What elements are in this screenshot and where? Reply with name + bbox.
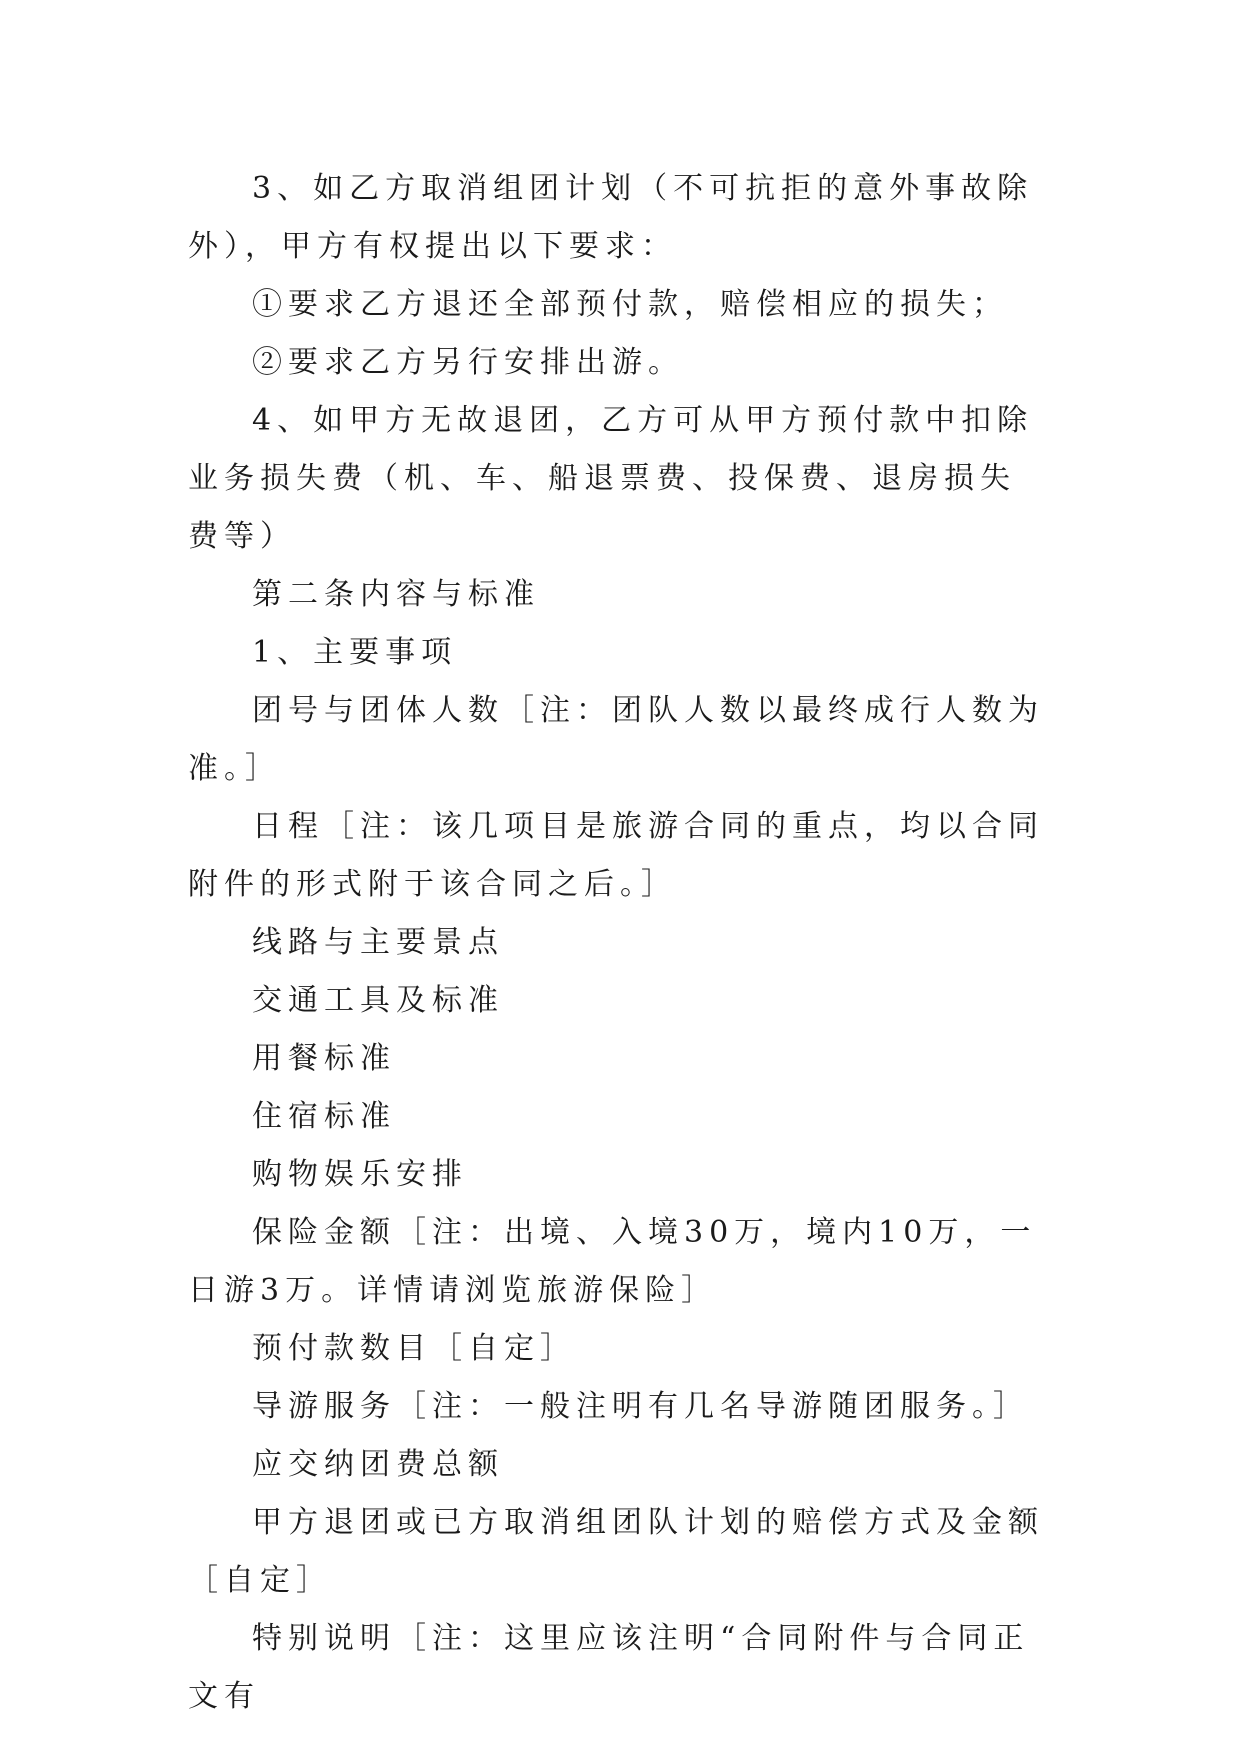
item-schedule: 日程［注：该几项目是旅游合同的重点，均以合同附件的形式附于该合同之后。］ [188, 809, 1044, 902]
item-total-fee: 应交纳团费总额 [252, 1447, 504, 1482]
paragraph-refund-requirement: ①要求乙方退还全部预付款，赔偿相应的损失； [252, 287, 1008, 322]
item-prepayment: 预付款数目［自定］ [252, 1331, 576, 1366]
item-route: 线路与主要景点 [252, 925, 504, 960]
item-shopping: 购物娱乐安排 [252, 1157, 468, 1192]
paragraph-cancellation-clause: 3、如乙方取消组团计划（不可抗拒的意外事故除外），甲方有权提出以下要求： [188, 171, 1034, 264]
item-compensation: 甲方退团或已方取消组团队计划的赔偿方式及金额［自定］ [188, 1505, 1044, 1598]
item-special-notes: 特别说明［注：这里应该注明“合同附件与合同正文有 [188, 1621, 1030, 1714]
item-meals: 用餐标准 [252, 1041, 396, 1076]
item-group-number: 团号与团体人数［注：团队人数以最终成行人数为准。］ [188, 693, 1044, 786]
paragraph-withdrawal-clause: 4、如甲方无故退团，乙方可从甲方预付款中扣除业务损失费（机、车、船退票费、投保费、退房损失费等） [188, 403, 1034, 554]
subheading-main-items: 1、主要事项 [252, 635, 458, 670]
item-insurance: 保险金额［注：出境、入境30万，境内10万，一日游3万。详情请浏览旅游保险］ [188, 1215, 1037, 1308]
document-body [188, 160, 1048, 1726]
item-guide-service: 导游服务［注：一般注明有几名导游随团服务。］ [252, 1389, 1029, 1424]
item-transport: 交通工具及标准 [252, 983, 504, 1018]
item-accommodation: 住宿标准 [252, 1099, 396, 1134]
section-heading-article-two: 第二条内容与标准 [252, 577, 540, 612]
paragraph-rearrange-requirement: ②要求乙方另行安排出游。 [252, 345, 684, 380]
